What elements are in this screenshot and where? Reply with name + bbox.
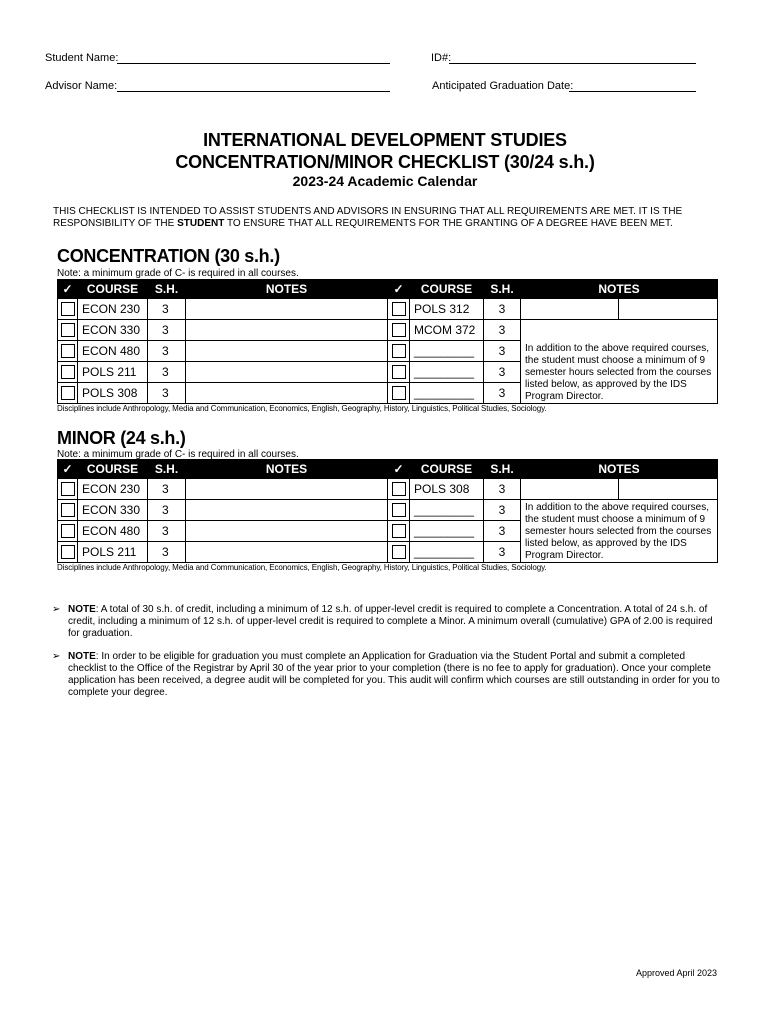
notes-cell[interactable] — [186, 341, 388, 362]
sh-cell: 3 — [484, 500, 521, 521]
page-subtitle: CONCENTRATION/MINOR CHECKLIST (30/24 s.h.) — [175, 152, 595, 172]
sh-cell: 3 — [484, 320, 521, 341]
checkbox[interactable] — [392, 545, 406, 559]
course-cell[interactable]: _________ — [410, 542, 484, 563]
student-name-label: Student Name: — [45, 52, 119, 64]
checkbox-cell[interactable] — [58, 320, 78, 341]
checkbox[interactable] — [61, 524, 75, 538]
checkbox[interactable] — [61, 482, 75, 496]
course-cell[interactable]: _________ — [410, 500, 484, 521]
page-title: INTERNATIONAL DEVELOPMENT STUDIES — [203, 130, 567, 150]
concentration-header-row — [58, 280, 718, 299]
advisor-name-field[interactable] — [117, 91, 390, 92]
notes-cell[interactable] — [186, 521, 388, 542]
checkbox[interactable] — [392, 524, 406, 538]
elective-notes: In addition to the above required courses, the student must choose a minimum of 9 semester hours selected from the courses listed below, as approved by the IDS Program Director. — [521, 320, 718, 404]
notes-cell[interactable] — [521, 479, 619, 500]
sh-header: S.H. — [148, 460, 186, 479]
minor-table — [57, 459, 718, 563]
sh-cell: 3 — [148, 383, 186, 404]
intro-bold: STUDENT — [177, 218, 225, 229]
checkbox[interactable] — [392, 344, 406, 358]
course-cell: ECON 480 — [78, 341, 148, 362]
course-header: COURSE — [78, 280, 148, 299]
checkbox[interactable] — [61, 386, 75, 400]
course-cell: MCOM 372 — [410, 320, 484, 341]
note-label: NOTE — [68, 604, 96, 615]
course-header: COURSE — [410, 460, 484, 479]
intro-part2: TO ENSURE THAT ALL REQUIREMENTS FOR THE GRANTING OF A DEGREE HAVE BEEN MET. — [224, 218, 673, 229]
concentration-disciplines: Disciplines include Anthropology, Media and Communication, Economics, English, Geography, History, Linguistics, Political Studies, Sociology. — [57, 404, 547, 413]
notes-cell[interactable] — [186, 479, 388, 500]
course-cell: ECON 230 — [78, 479, 148, 500]
approval-date: Approved April 2023 — [635, 968, 717, 978]
notes-cell[interactable] — [186, 500, 388, 521]
notes-cell[interactable] — [521, 299, 619, 320]
arrow-bullet-icon: ➢ — [52, 651, 61, 662]
intro-part1: THIS CHECKLIST IS INTENDED TO ASSIST STUDENTS AND ADVISORS IN ENSURING THAT ALL REQUIREMENTS ARE MET. IT IS THE RESPONSIBILITY OF THE — [53, 206, 683, 229]
notes-header: NOTES — [186, 460, 388, 479]
sh-cell: 3 — [484, 542, 521, 563]
minor-heading: MINOR (24 s.h.) — [57, 428, 186, 448]
minor-header-row — [58, 460, 718, 479]
sh-header: S.H. — [484, 280, 521, 299]
course-cell: POLS 211 — [78, 362, 148, 383]
checkbox[interactable] — [392, 386, 406, 400]
check-header: ✓ — [388, 280, 410, 299]
student-name-field[interactable] — [117, 63, 390, 64]
checkbox[interactable] — [392, 482, 406, 496]
course-cell: POLS 308 — [78, 383, 148, 404]
checkbox-cell[interactable] — [388, 542, 410, 563]
sh-header: S.H. — [148, 280, 186, 299]
academic-calendar: 2023-24 Academic Calendar — [292, 173, 478, 189]
sh-cell: 3 — [148, 362, 186, 383]
course-cell: ECON 330 — [78, 500, 148, 521]
notes-cell[interactable] — [186, 542, 388, 563]
course-header: COURSE — [78, 460, 148, 479]
course-cell[interactable]: _________ — [410, 521, 484, 542]
notes-header: NOTES — [186, 280, 388, 299]
sh-cell: 3 — [148, 479, 186, 500]
checkbox-cell[interactable] — [388, 479, 410, 500]
intro-text — [53, 206, 733, 230]
notes-cell[interactable] — [186, 320, 388, 341]
checkbox[interactable] — [392, 503, 406, 517]
checkbox-cell[interactable] — [58, 341, 78, 362]
checkbox-cell[interactable] — [58, 362, 78, 383]
id-label: ID#: — [431, 52, 452, 64]
notes-cell[interactable] — [186, 362, 388, 383]
graduation-date-label: Anticipated Graduation Date: — [432, 80, 574, 92]
checkbox-cell[interactable] — [388, 362, 410, 383]
sh-cell: 3 — [484, 521, 521, 542]
table-row — [58, 320, 718, 341]
elective-notes: In addition to the above required courses, the student must choose a minimum of 9 semester hours selected from the courses listed below, as approved by the IDS Program Director. — [521, 500, 718, 563]
checkbox-cell[interactable] — [58, 542, 78, 563]
concentration-heading: CONCENTRATION (30 s.h.) — [57, 246, 280, 266]
checkbox[interactable] — [392, 365, 406, 379]
sh-cell: 3 — [484, 362, 521, 383]
sh-cell: 3 — [148, 341, 186, 362]
concentration-table — [57, 279, 718, 404]
sh-cell: 3 — [148, 320, 186, 341]
course-cell[interactable]: _________ — [410, 341, 484, 362]
advisor-name-label: Advisor Name: — [45, 80, 118, 92]
graduation-date-field[interactable] — [569, 91, 696, 92]
sh-cell: 3 — [148, 542, 186, 563]
checkbox[interactable] — [61, 302, 75, 316]
notes-cell[interactable] — [186, 299, 388, 320]
checkbox-cell[interactable] — [388, 341, 410, 362]
note-graduation-application — [52, 651, 722, 699]
course-cell: POLS 308 — [410, 479, 484, 500]
course-cell[interactable]: _________ — [410, 362, 484, 383]
minor-disciplines: Disciplines include Anthropology, Media and Communication, Economics, English, Geography, History, Linguistics, Political Studies, Sociology. — [57, 563, 547, 572]
checkbox-cell[interactable] — [58, 383, 78, 404]
notes-header: NOTES — [521, 460, 718, 479]
arrow-bullet-icon: ➢ — [52, 604, 61, 615]
course-cell: POLS 211 — [78, 542, 148, 563]
sh-cell: 3 — [148, 299, 186, 320]
checkbox-cell[interactable] — [388, 383, 410, 404]
id-field[interactable] — [449, 63, 696, 64]
checkbox[interactable] — [61, 365, 75, 379]
course-cell: POLS 312 — [410, 299, 484, 320]
checkbox-cell[interactable] — [388, 320, 410, 341]
check-header: ✓ — [58, 460, 78, 479]
checkbox-cell[interactable] — [388, 521, 410, 542]
table-row — [58, 299, 718, 320]
table-row — [58, 500, 718, 521]
sh-cell: 3 — [148, 521, 186, 542]
course-cell: ECON 330 — [78, 320, 148, 341]
sh-cell: 3 — [484, 299, 521, 320]
concentration-note: Note: a minimum grade of C- is required in all courses. — [57, 268, 299, 279]
sh-header: S.H. — [484, 460, 521, 479]
sh-cell: 3 — [484, 341, 521, 362]
note-text: : In order to be eligible for graduation you must complete an Application for Graduation via the Student Portal and submit a completed checklist to the Office of the Registrar by April 30 of the year prior to your completion (there is no fee to apply for graduation). Once your complete application has been received, a degree audit will be completed for you. This audit will confirm which courses are still outstanding in order for you to complete your degree. — [68, 651, 720, 698]
checkbox-cell[interactable] — [388, 299, 410, 320]
check-header: ✓ — [58, 280, 78, 299]
checkbox[interactable] — [61, 545, 75, 559]
sh-cell: 3 — [148, 500, 186, 521]
notes-cell[interactable] — [619, 299, 718, 320]
checkbox-cell[interactable] — [58, 521, 78, 542]
checkbox-cell[interactable] — [58, 500, 78, 521]
checkbox[interactable] — [392, 323, 406, 337]
sh-cell: 3 — [484, 479, 521, 500]
note-label: NOTE — [68, 651, 96, 662]
note-credit-requirements — [52, 604, 722, 640]
checkbox-cell[interactable] — [58, 479, 78, 500]
notes-cell[interactable] — [186, 383, 388, 404]
notes-cell[interactable] — [619, 479, 718, 500]
course-cell: ECON 230 — [78, 299, 148, 320]
checkbox[interactable] — [392, 302, 406, 316]
table-row — [58, 479, 718, 500]
minor-note: Note: a minimum grade of C- is required in all courses. — [57, 449, 299, 460]
checkbox-cell[interactable] — [388, 500, 410, 521]
notes-header: NOTES — [521, 280, 718, 299]
checkbox[interactable] — [61, 344, 75, 358]
checkbox-cell[interactable] — [58, 299, 78, 320]
course-cell: ECON 480 — [78, 521, 148, 542]
sh-cell: 3 — [484, 383, 521, 404]
course-header: COURSE — [410, 280, 484, 299]
checkbox[interactable] — [61, 323, 75, 337]
course-cell[interactable]: _________ — [410, 383, 484, 404]
check-header: ✓ — [388, 460, 410, 479]
checkbox[interactable] — [61, 503, 75, 517]
note-text: : A total of 30 s.h. of credit, including a minimum of 12 s.h. of upper-level credit is required to complete a Concentration. A total of 24 s.h. of credit, including a minimum of 12 s.h. of upper-level credit is required to complete a Minor. A minimum overall (cumulative) GPA of 2.00 is required for graduation. — [68, 604, 713, 639]
